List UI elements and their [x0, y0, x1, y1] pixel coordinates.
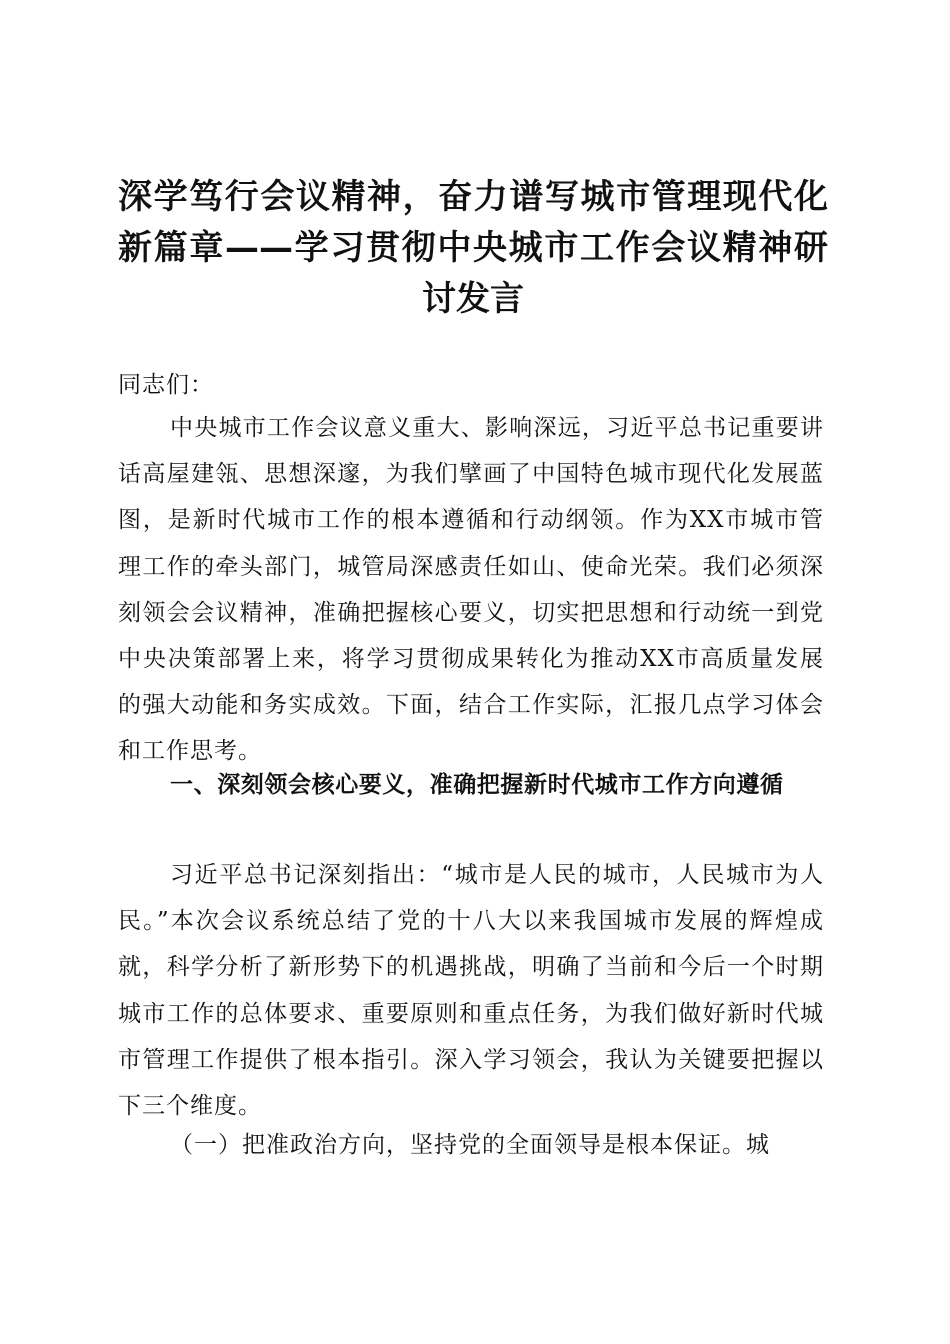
intro-paragraph: 中央城市工作会议意义重大、影响深远，习近平总书记重要讲话高屋建瓴、思想深邃，为我们擘画了中国特色城市现代化发展蓝图，是新时代城市工作的根本遵循和行动纲领。作为XX市城市管理工作的牵头部门，城管局深感责任如山、使命光荣。我们必须深刻领会会议精神，准确把握核心要义，切实把思想和行动统一到党中央决策部署上来，将学习贯彻成果转化为推动XX市高质量发展的强大动能和务实成效。下面，结合工作实际，汇报几点学习体会和工作思考。: [118, 415, 824, 765]
section-1-paragraph: 习近平总书记深刻指出：“城市是人民的城市，人民城市为人民。”本次会议系统总结了党的十八大以来我国城市发展的辉煌成就，科学分析了新形势下的机遇挑战，明确了当前和今后一个时期城市工作的总体要求、重要原则和重点任务，为我们做好新时代城市管理工作提供了根本指引。深入学习领会，我认为关键要把握以下三个维度。: [118, 862, 824, 1120]
section-heading-1: 一、深刻领会核心要义，准确把握新时代城市工作方向遵循: [170, 772, 784, 798]
document-title: 深学笃行会议精神，奋力谱写城市管理现代化新篇章——学习贯彻中央城市工作会议精神研讨发言: [118, 177, 828, 319]
salutation: 同志们：: [118, 372, 214, 398]
subsection-1-paragraph: （一）把准政治方向，坚持党的全面领导是根本保证。城: [170, 1132, 770, 1158]
